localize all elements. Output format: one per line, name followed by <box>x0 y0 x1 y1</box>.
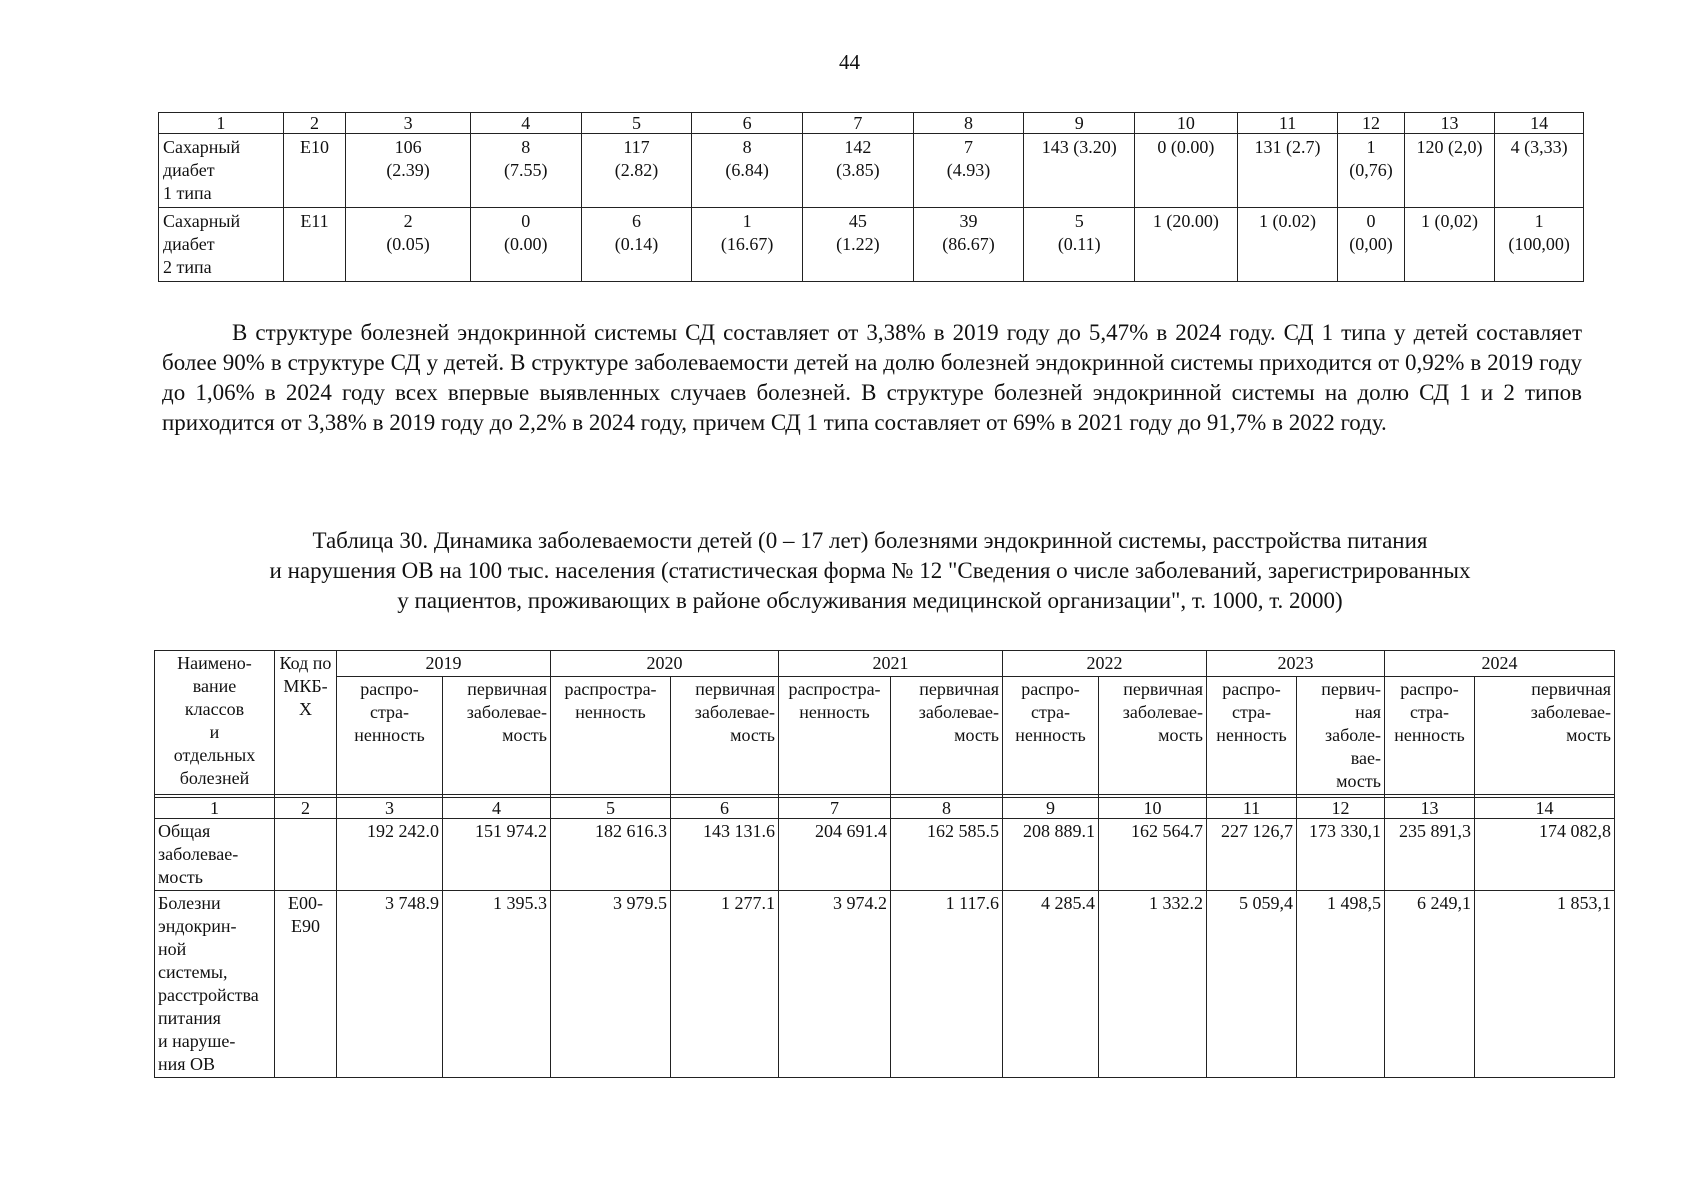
column-number-cell: 3 <box>337 798 443 819</box>
value-line: 6 <box>631 211 641 231</box>
column-number-cell: 12 <box>1338 113 1404 134</box>
value-line: 106 <box>394 137 422 157</box>
value-cell: 162 585.5 <box>891 819 1003 891</box>
subheader-line: первичная <box>919 679 999 699</box>
value-cell: 208 889.1 <box>1003 819 1099 891</box>
name-line: заболевае- <box>158 844 239 864</box>
subheader-line: заболевае- <box>1122 702 1203 722</box>
caption-line-1: Таблица 30. Динамика заболеваемости детей (0 – 17 лет) болезнями эндокринной системы, расстройства питания <box>312 528 1428 553</box>
table-row <box>155 891 1615 1078</box>
value-cell <box>803 208 914 282</box>
name-line: 1 типа <box>163 183 212 203</box>
subheader-cell <box>1385 677 1475 795</box>
subheader-line: мость <box>1566 725 1611 745</box>
subheader-line: первич- <box>1321 679 1381 699</box>
value-line: (4.93) <box>946 160 991 180</box>
subheader-line: заболе- <box>1325 725 1381 745</box>
value-cell <box>913 134 1024 208</box>
value-cell <box>1495 134 1584 208</box>
column-number-cell: 1 <box>159 113 284 134</box>
subheader-line: распростра- <box>788 679 881 699</box>
subheader-line: ная <box>1355 702 1381 722</box>
subheader-line: распро- <box>1222 679 1281 699</box>
value-line: 1 (20.00) <box>1152 211 1219 231</box>
value-cell: 162 564.7 <box>1099 819 1207 891</box>
value-line: (0.00) <box>504 234 548 254</box>
icd-code-cell <box>275 891 337 1078</box>
name-line: диабет <box>163 160 215 180</box>
column-number-cell: 10 <box>1135 113 1238 134</box>
value-line: (0,76) <box>1349 160 1393 180</box>
name-line: Сахарный <box>163 137 241 157</box>
value-cell <box>470 134 581 208</box>
value-line: 117 <box>623 137 650 157</box>
subheader-line: первичная <box>467 679 547 699</box>
value-cell: 151 974.2 <box>443 819 551 891</box>
value-cell <box>1338 134 1404 208</box>
value-line: 1 <box>742 211 752 231</box>
subheader-line: заболевае- <box>918 702 999 722</box>
year-header-cell: 2019 <box>337 651 551 677</box>
name-line: эндокрин- <box>158 916 237 936</box>
subheader-line: мость <box>1336 771 1381 791</box>
value-cell <box>1024 208 1135 282</box>
subheader-line: распро- <box>1021 679 1080 699</box>
year-header-cell: 2021 <box>779 651 1003 677</box>
value-line: (0.11) <box>1057 234 1101 254</box>
subheader-line: ненность <box>1015 725 1086 745</box>
column-number-cell: 4 <box>443 798 551 819</box>
value-line: 39 <box>959 211 978 231</box>
column-number-cell: 4 <box>470 113 581 134</box>
column-number-cell: 6 <box>692 113 803 134</box>
value-cell: 143 131.6 <box>671 819 779 891</box>
table-row <box>159 134 1584 208</box>
subheader-cell <box>891 677 1003 795</box>
subheader-line: мость <box>502 725 547 745</box>
subheader-line: первичная <box>695 679 775 699</box>
value-line: 45 <box>848 211 867 231</box>
column-number-cell: 7 <box>779 798 891 819</box>
disease-name-cell <box>159 208 284 282</box>
name-line: питания <box>158 1008 221 1028</box>
subheader-line: мость <box>954 725 999 745</box>
value-line: 143 (3.20) <box>1041 137 1117 157</box>
column-number-cell: 14 <box>1475 798 1615 819</box>
subheader-line: распростра- <box>564 679 657 699</box>
subheader-line: стра- <box>369 702 410 722</box>
column-number-cell: 2 <box>283 113 345 134</box>
value-line: 0 <box>1366 211 1376 231</box>
value-line: 1 <box>1366 137 1376 157</box>
value-line: (0.14) <box>614 234 659 254</box>
value-cell: 1 395.3 <box>443 891 551 1078</box>
value-cell: 227 126,7 <box>1207 819 1297 891</box>
subheader-cell <box>551 677 671 795</box>
name-line: мость <box>158 867 203 887</box>
name-line: диабет <box>163 234 215 254</box>
morbidity-table <box>154 650 1615 1078</box>
value-cell <box>346 208 471 282</box>
value-line: (6.84) <box>725 160 769 180</box>
value-cell: 173 330,1 <box>1297 819 1385 891</box>
name-line: Болезни <box>158 893 221 913</box>
code-line: E00- <box>288 893 323 913</box>
year-header-cell: 2023 <box>1207 651 1385 677</box>
column-number-cell: 7 <box>803 113 914 134</box>
table-row <box>155 819 1615 891</box>
column-number-cell: 11 <box>1207 798 1297 819</box>
icd-code-cell: E10 <box>283 134 345 208</box>
value-line: 8 <box>742 137 752 157</box>
value-cell: 1 117.6 <box>891 891 1003 1078</box>
year-header-cell: 2024 <box>1385 651 1615 677</box>
column-number-cell: 5 <box>551 798 671 819</box>
disease-name-cell <box>159 134 284 208</box>
subheader-cell <box>337 677 443 795</box>
column-number-cell: 5 <box>581 113 692 134</box>
subheader-cell <box>1099 677 1207 795</box>
value-line: 1 (0,02) <box>1421 211 1479 231</box>
subheader-line: мость <box>1158 725 1203 745</box>
value-line: 1 (0.02) <box>1259 211 1317 231</box>
value-line: 120 (2,0) <box>1416 137 1483 157</box>
header-code-cell <box>275 651 337 795</box>
value-cell <box>803 134 914 208</box>
value-cell <box>1237 134 1338 208</box>
value-cell <box>470 208 581 282</box>
subheader-cell <box>1207 677 1297 795</box>
column-number-cell: 2 <box>275 798 337 819</box>
value-cell <box>1024 134 1135 208</box>
header-line: МКБ-Х <box>283 676 328 719</box>
value-cell: 3 974.2 <box>779 891 891 1078</box>
value-cell: 1 277.1 <box>671 891 779 1078</box>
value-cell: 1 853,1 <box>1475 891 1615 1078</box>
header-name-cell <box>155 651 275 795</box>
column-number-cell: 11 <box>1237 113 1338 134</box>
value-cell <box>1135 134 1238 208</box>
value-line: 0 <box>521 211 531 231</box>
value-line: (1.22) <box>836 234 880 254</box>
value-line: (16.67) <box>720 234 774 254</box>
column-number-cell: 12 <box>1297 798 1385 819</box>
subheader-line: распро- <box>360 679 419 699</box>
value-line: 7 <box>964 137 974 157</box>
subheader-cell <box>779 677 891 795</box>
column-number-row <box>159 113 1584 134</box>
value-cell: 1 332.2 <box>1099 891 1207 1078</box>
icd-code-cell <box>275 819 337 891</box>
header-line: отдельных <box>173 745 256 765</box>
column-number-cell: 14 <box>1495 113 1584 134</box>
column-number-cell: 9 <box>1024 113 1135 134</box>
column-number-cell: 1 <box>155 798 275 819</box>
disease-name-cell <box>155 819 275 891</box>
subheader-cell <box>671 677 779 795</box>
value-cell: 192 242.0 <box>337 819 443 891</box>
value-cell <box>1237 208 1338 282</box>
value-cell: 5 059,4 <box>1207 891 1297 1078</box>
year-header-cell: 2020 <box>551 651 779 677</box>
subheader-line: заболевае- <box>466 702 547 722</box>
subheader-cell <box>1003 677 1099 795</box>
header-row-years <box>155 651 1615 677</box>
value-line: 142 <box>844 137 872 157</box>
subheader-line: первичная <box>1123 679 1203 699</box>
header-line: и <box>209 722 220 742</box>
name-line: Общая <box>158 821 211 841</box>
column-number-cell: 9 <box>1003 798 1099 819</box>
header-line: Код по <box>279 653 332 673</box>
name-line: ния ОВ <box>158 1054 216 1074</box>
value-cell: 1 498,5 <box>1297 891 1385 1078</box>
name-line: расстройства <box>158 985 259 1005</box>
header-line: вание <box>192 676 237 696</box>
value-line: (7.55) <box>504 160 548 180</box>
name-line: Сахарный <box>163 211 241 231</box>
icd-code-cell: E11 <box>283 208 345 282</box>
subheader-line: заболевае- <box>1530 702 1611 722</box>
value-line: 2 <box>403 211 413 231</box>
header-line: классов <box>184 699 245 719</box>
subheader-line: заболевае- <box>694 702 775 722</box>
diabetes-table <box>158 112 1584 282</box>
subheader-line: ненность <box>1394 725 1465 745</box>
name-line: системы, <box>158 962 228 982</box>
value-cell: 182 616.3 <box>551 819 671 891</box>
subheader-cell <box>1475 677 1615 795</box>
value-cell: 235 891,3 <box>1385 819 1475 891</box>
subheader-line: ненность <box>354 725 425 745</box>
value-cell <box>1495 208 1584 282</box>
subheader-cell <box>1297 677 1385 795</box>
name-line: ной <box>158 939 187 959</box>
column-number-cell: 6 <box>671 798 779 819</box>
body-paragraph: В структуре болезней эндокринной системы СД составляет от 3,38% в 2019 году до 5,47% в 2024 году. СД 1 типа у детей составляет более 90% в структуре СД у детей. В структуре заболеваемости детей на долю болезней эндокринной системы приходится от 0,92% в 2019 году до 1,06% в 2024 году всех впервые выявленных случаев болезней. В структуре болезней эндокринной системы на долю СД 1 и 2 типов приходится от 3,38% в 2019 году до 2,2% в 2024 году, причем СД 1 типа составляет от 69% в 2021 году до 91,7% в 2022 году. <box>162 320 1582 435</box>
subheader-line: ненность <box>1216 725 1287 745</box>
value-line: (2.39) <box>386 160 430 180</box>
value-line: (86.67) <box>942 234 995 254</box>
value-line: (0.05) <box>386 234 430 254</box>
header-line: Наимено- <box>177 653 252 673</box>
value-cell: 204 691.4 <box>779 819 891 891</box>
column-number-cell: 8 <box>913 113 1024 134</box>
value-cell: 6 249,1 <box>1385 891 1475 1078</box>
subheader-line: вае- <box>1350 748 1381 768</box>
value-line: (2.82) <box>614 160 659 180</box>
value-line: 1 <box>1534 211 1544 231</box>
header-row-subheaders <box>155 677 1615 795</box>
value-cell <box>692 134 803 208</box>
value-line: 8 <box>521 137 531 157</box>
subheader-line: ненность <box>799 702 870 722</box>
value-cell <box>692 208 803 282</box>
value-line: 0 (0.00) <box>1157 137 1215 157</box>
value-cell <box>346 134 471 208</box>
value-line: (100,00) <box>1508 234 1570 254</box>
caption-line-3: у пациентов, проживающих в районе обслуживания медицинской организации", т. 1000, т. 2000) <box>397 588 1343 613</box>
subheader-line: первичная <box>1531 679 1611 699</box>
value-cell: 174 082,8 <box>1475 819 1615 891</box>
subheader-line: стра- <box>1409 702 1450 722</box>
column-number-cell: 13 <box>1385 798 1475 819</box>
subheader-line: стра- <box>1231 702 1272 722</box>
value-cell <box>581 208 692 282</box>
value-cell <box>1404 208 1495 282</box>
name-line: 2 типа <box>163 257 212 277</box>
subheader-line: распро- <box>1400 679 1459 699</box>
header-line: болезней <box>179 768 250 788</box>
value-line: (0,00) <box>1349 234 1393 254</box>
column-number-cell: 13 <box>1404 113 1495 134</box>
value-cell <box>913 208 1024 282</box>
value-cell: 3 748.9 <box>337 891 443 1078</box>
page-number: 44 <box>839 50 860 74</box>
value-line: 131 (2.7) <box>1254 137 1321 157</box>
value-cell: 3 979.5 <box>551 891 671 1078</box>
column-number-cell: 8 <box>891 798 1003 819</box>
subheader-line: ненность <box>575 702 646 722</box>
subheader-line: стра- <box>1030 702 1071 722</box>
value-line: (3.85) <box>836 160 880 180</box>
year-header-cell: 2022 <box>1003 651 1207 677</box>
code-line: E90 <box>291 916 320 936</box>
subheader-line: мость <box>730 725 775 745</box>
value-cell: 4 285.4 <box>1003 891 1099 1078</box>
column-number-cell: 3 <box>346 113 471 134</box>
value-line: 5 <box>1074 211 1084 231</box>
table-row <box>159 208 1584 282</box>
value-cell <box>1338 208 1404 282</box>
value-cell <box>1135 208 1238 282</box>
name-line: и наруше- <box>158 1031 236 1051</box>
table-30-caption <box>160 526 1580 616</box>
value-cell <box>581 134 692 208</box>
subheader-cell <box>443 677 551 795</box>
value-cell <box>1404 134 1495 208</box>
value-line: 4 (3,33) <box>1510 137 1568 157</box>
disease-name-cell <box>155 891 275 1078</box>
column-number-row <box>155 798 1615 819</box>
column-number-cell: 10 <box>1099 798 1207 819</box>
caption-line-2: и нарушения ОВ на 100 тыс. населения (статистическая форма № 12 "Сведения о числе заболеваний, зарегистрированных <box>269 558 1471 583</box>
